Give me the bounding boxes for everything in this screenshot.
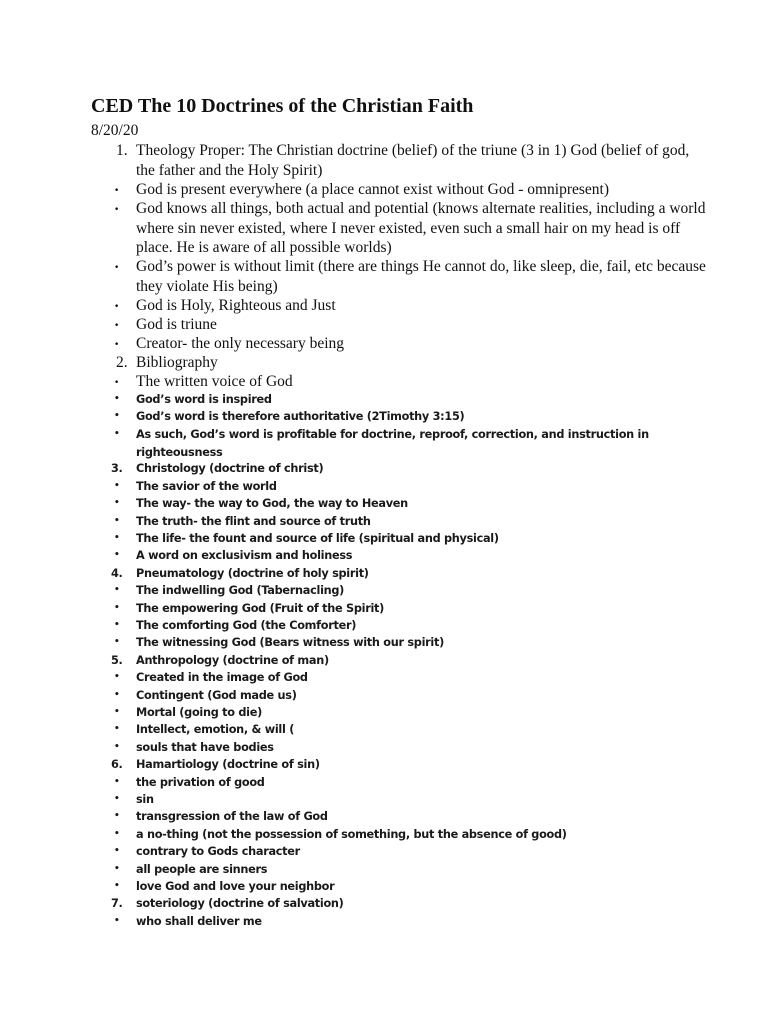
list-item-text: The written voice of God	[136, 373, 293, 390]
list-number: 7.	[111, 897, 123, 910]
bullet-icon: •	[114, 637, 120, 647]
list-item-text: The empowering God (Fruit of the Spirit)	[136, 602, 385, 615]
list-item-text: As such, God’s word is profitable for doctrine, reproof, correction, and instruction in righteousness	[136, 428, 649, 459]
list-item-text: The life- the fount and source of life (spiritual and physical)	[136, 532, 499, 545]
list-item-text: Created in the image of God	[136, 671, 308, 684]
document-title: CED The 10 Doctrines of the Christian Faith	[91, 95, 474, 117]
list-item-text: The savior of the world	[136, 480, 277, 493]
list-item-text: Mortal (going to die)	[136, 706, 262, 719]
bullet-icon: •	[114, 263, 120, 273]
list-item-text: God knows all things, both actual and potential (knows alternate realities, including a world where sin never existed, where I never existed, even such a small hair on my head is off place. He is aware of all possible worlds)	[136, 200, 706, 256]
bullet-icon: •	[114, 829, 120, 839]
bullet-icon: •	[114, 516, 120, 526]
bullet-icon: •	[114, 881, 120, 891]
bullet-icon: •	[114, 411, 120, 421]
list-number: 6.	[111, 758, 123, 771]
list-item-text: God is triune	[136, 316, 217, 333]
list-number: 3.	[111, 462, 123, 475]
list-number: 2.	[116, 354, 128, 371]
list-item-text: Anthropology (doctrine of man)	[136, 654, 329, 667]
list-item-text: Creator- the only necessary being	[136, 335, 345, 352]
bullet-icon: •	[114, 707, 120, 717]
bullet-icon: •	[114, 672, 120, 682]
list-item-text: soteriology (doctrine of salvation)	[136, 897, 344, 910]
list-number: 1.	[116, 142, 128, 159]
list-item-text: Intellect, emotion, & will (	[136, 723, 295, 736]
bullet-icon: •	[114, 429, 120, 439]
list-item-text: transgression of the law of God	[136, 810, 328, 823]
list-item-text: contrary to Gods character	[136, 845, 300, 858]
bullet-icon: •	[114, 742, 120, 752]
bullet-icon: •	[114, 585, 120, 595]
list-item-text: who shall deliver me	[136, 915, 262, 928]
list-item-text: God’s word is therefore authoritative (2Timothy 3:15)	[136, 410, 465, 423]
list-item-text: The indwelling God (Tabernacling)	[136, 584, 345, 597]
list-item-text: A word on exclusivism and holiness	[136, 549, 353, 562]
bullet-icon: •	[114, 620, 120, 630]
bullet-icon: •	[114, 794, 120, 804]
list-item-text: God is present everywhere (a place cannot exist without God - omnipresent)	[136, 181, 610, 198]
list-item-text: Contingent (God made us)	[136, 689, 297, 702]
bullet-icon: •	[114, 603, 120, 613]
bullet-icon: •	[114, 205, 120, 215]
bullet-icon: •	[114, 378, 120, 388]
list-item-text: the privation of good	[136, 776, 265, 789]
list-number: 5.	[111, 654, 123, 667]
list-item-text: Bibliography	[136, 354, 218, 371]
bullet-icon: •	[114, 394, 120, 404]
list-item-text: souls that have bodies	[136, 741, 274, 754]
bullet-icon: •	[114, 916, 120, 926]
bullet-icon: •	[114, 533, 120, 543]
list-item-text: Theology Proper: The Christian doctrine (belief) of the triune (3 in 1) God (belief of god, the father and the Holy Spirit)	[136, 142, 690, 179]
bullet-icon: •	[114, 846, 120, 856]
bullet-icon: •	[114, 340, 120, 350]
bullet-icon: •	[114, 321, 120, 331]
list-item-text: God’s word is inspired	[136, 393, 272, 406]
list-item-text: Hamartiology (doctrine of sin)	[136, 758, 320, 771]
bullet-icon: •	[114, 498, 120, 508]
list-item-text: God is Holy, Righteous and Just	[136, 297, 336, 314]
list-item-text: Christology (doctrine of christ)	[136, 462, 324, 475]
list-item-text: a no-thing (not the possession of something, but the absence of good)	[136, 828, 567, 841]
list-item-text: all people are sinners	[136, 863, 268, 876]
bullet-icon: •	[114, 186, 120, 196]
list-number: 4.	[111, 567, 123, 580]
list-item-text: The comforting God (the Comforter)	[136, 619, 357, 632]
bullet-icon: •	[114, 302, 120, 312]
bullet-icon: •	[114, 811, 120, 821]
document-date: 8/20/20	[91, 122, 139, 139]
list-item-text: The way- the way to God, the way to Heaven	[136, 497, 408, 510]
bullet-icon: •	[114, 550, 120, 560]
bullet-icon: •	[114, 777, 120, 787]
bullet-icon: •	[114, 690, 120, 700]
list-item-text: The truth- the flint and source of truth	[136, 515, 371, 528]
bullet-icon: •	[114, 724, 120, 734]
bullet-icon: •	[114, 481, 120, 491]
list-item-text: love God and love your neighbor	[136, 880, 335, 893]
list-item-text: sin	[136, 793, 154, 806]
list-item-text: The witnessing God (Bears witness with our spirit)	[136, 636, 444, 649]
list-item-text: God’s power is without limit (there are things He cannot do, like sleep, die, fail, etc because they violate His being)	[136, 258, 706, 295]
list-item-text: Pneumatology (doctrine of holy spirit)	[136, 567, 369, 580]
bullet-icon: •	[114, 864, 120, 874]
